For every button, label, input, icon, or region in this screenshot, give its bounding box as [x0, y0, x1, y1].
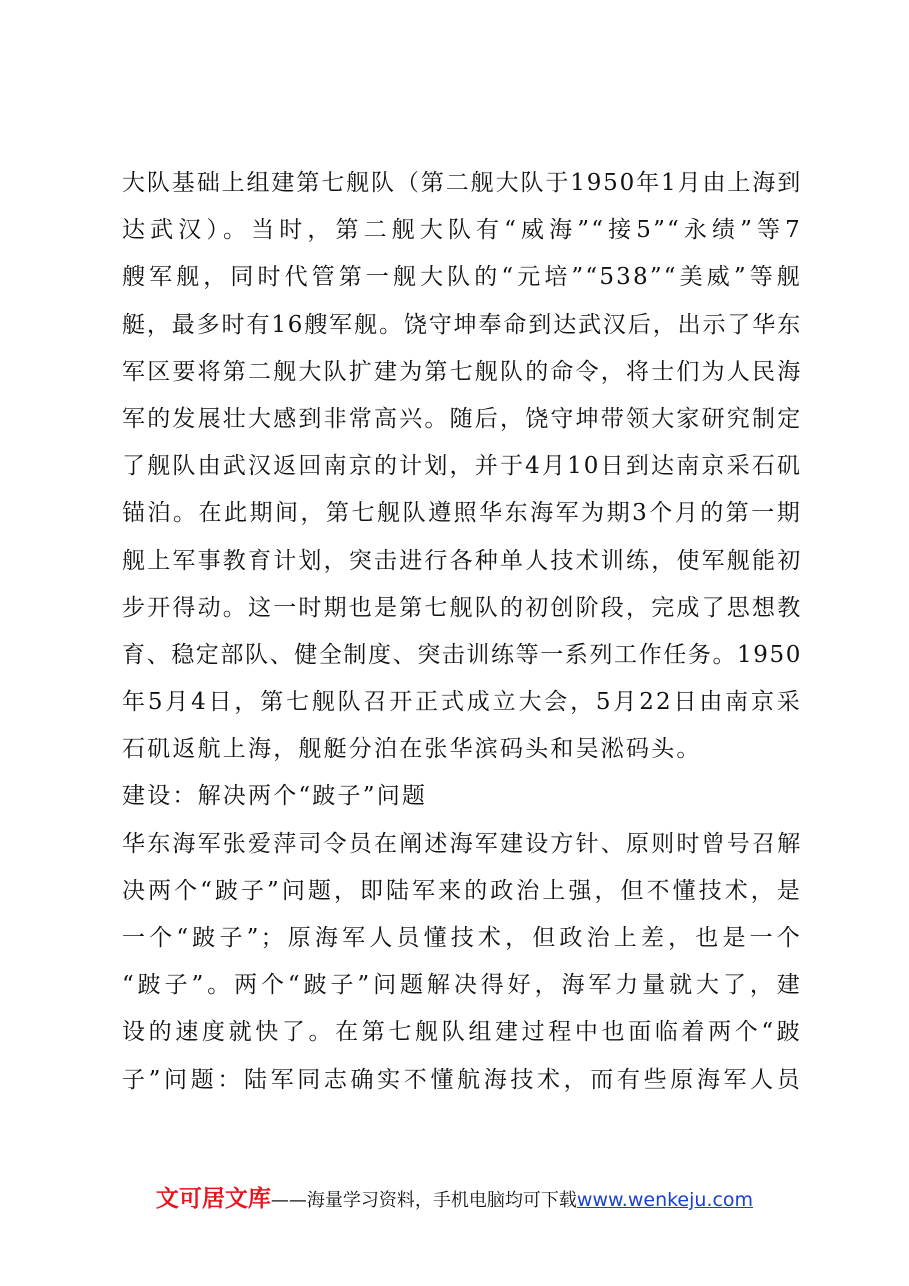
text-line: 子”问题：陆军同志确实不懂航海技术，而有些原海军人员 [122, 1066, 802, 1093]
footer-url-link[interactable]: www.wenkeju.com [576, 1189, 754, 1211]
footer-brand: 文可居文库 [155, 1186, 271, 1212]
text-line: 华东海军张爱萍司令员在阐述海军建设方针、原则时曾号召解 [122, 830, 803, 857]
text-line: 决两个“跛子”问题，即陆军来的政治上强，但不懂技术，是 [122, 877, 802, 904]
text-line: 锚泊。在此期间，第七舰队遵照华东海军为期3个月的第一期 [122, 500, 802, 527]
text-line: 石矶返航上海，舰艇分泊在张华滨码头和吴淞码头。 [122, 736, 702, 763]
text-line: 舰上军事教育计划，突击进行各种单人技术训练，使军舰能初 [122, 547, 803, 574]
text-line: 达武汉）。当时，第二舰大队有“威海”“接5”“永绩”等7 [122, 217, 802, 244]
section-heading: 建设：解决两个“跛子”问题 [122, 783, 428, 810]
text-line: 一个“跛子”；原海军人员懂技术，但政治上差，也是一个 [122, 925, 802, 951]
text-line: 年5月4日，第七舰队召开正式成立大会，5月22日由南京采 [122, 689, 802, 716]
footer-slogan: ——海量学习资料，手机电脑均可下载 [270, 1190, 577, 1211]
text-line: 军的发展壮大感到非常高兴。随后，饶守坤带领大家研究制定 [122, 405, 803, 432]
text-line: 步开得动。这一时期也是第七舰队的初创阶段，完成了思想教 [122, 594, 803, 621]
text-line: 军区要将第二舰大队扩建为第七舰队的命令，将士们为人民海 [122, 358, 803, 385]
text-line: 设的速度就快了。在第七舰队组建过程中也面临着两个“跛 [122, 1019, 802, 1046]
text-line: “跛子”。两个“跛子”问题解决得好，海军力量就大了，建 [122, 972, 802, 999]
text-line: 大队基础上组建第七舰队（第二舰大队于1950年1月由上海到 [122, 170, 802, 196]
text-line: 育、稳定部队、健全制度、突击训练等一系列工作任务。1950 [122, 641, 802, 668]
text-line: 艘军舰，同时代管第一舰大队的“元培”“538”“美威”等舰 [122, 264, 802, 291]
text-line: 艇，最多时有16艘军舰。饶守坤奉命到达武汉后，出示了华东 [122, 311, 802, 338]
document-body [122, 160, 802, 1104]
footer-banner [0, 1180, 909, 1213]
text-line: 了舰队由武汉返回南京的计划，并于4月10日到达南京采石矶 [122, 453, 802, 480]
